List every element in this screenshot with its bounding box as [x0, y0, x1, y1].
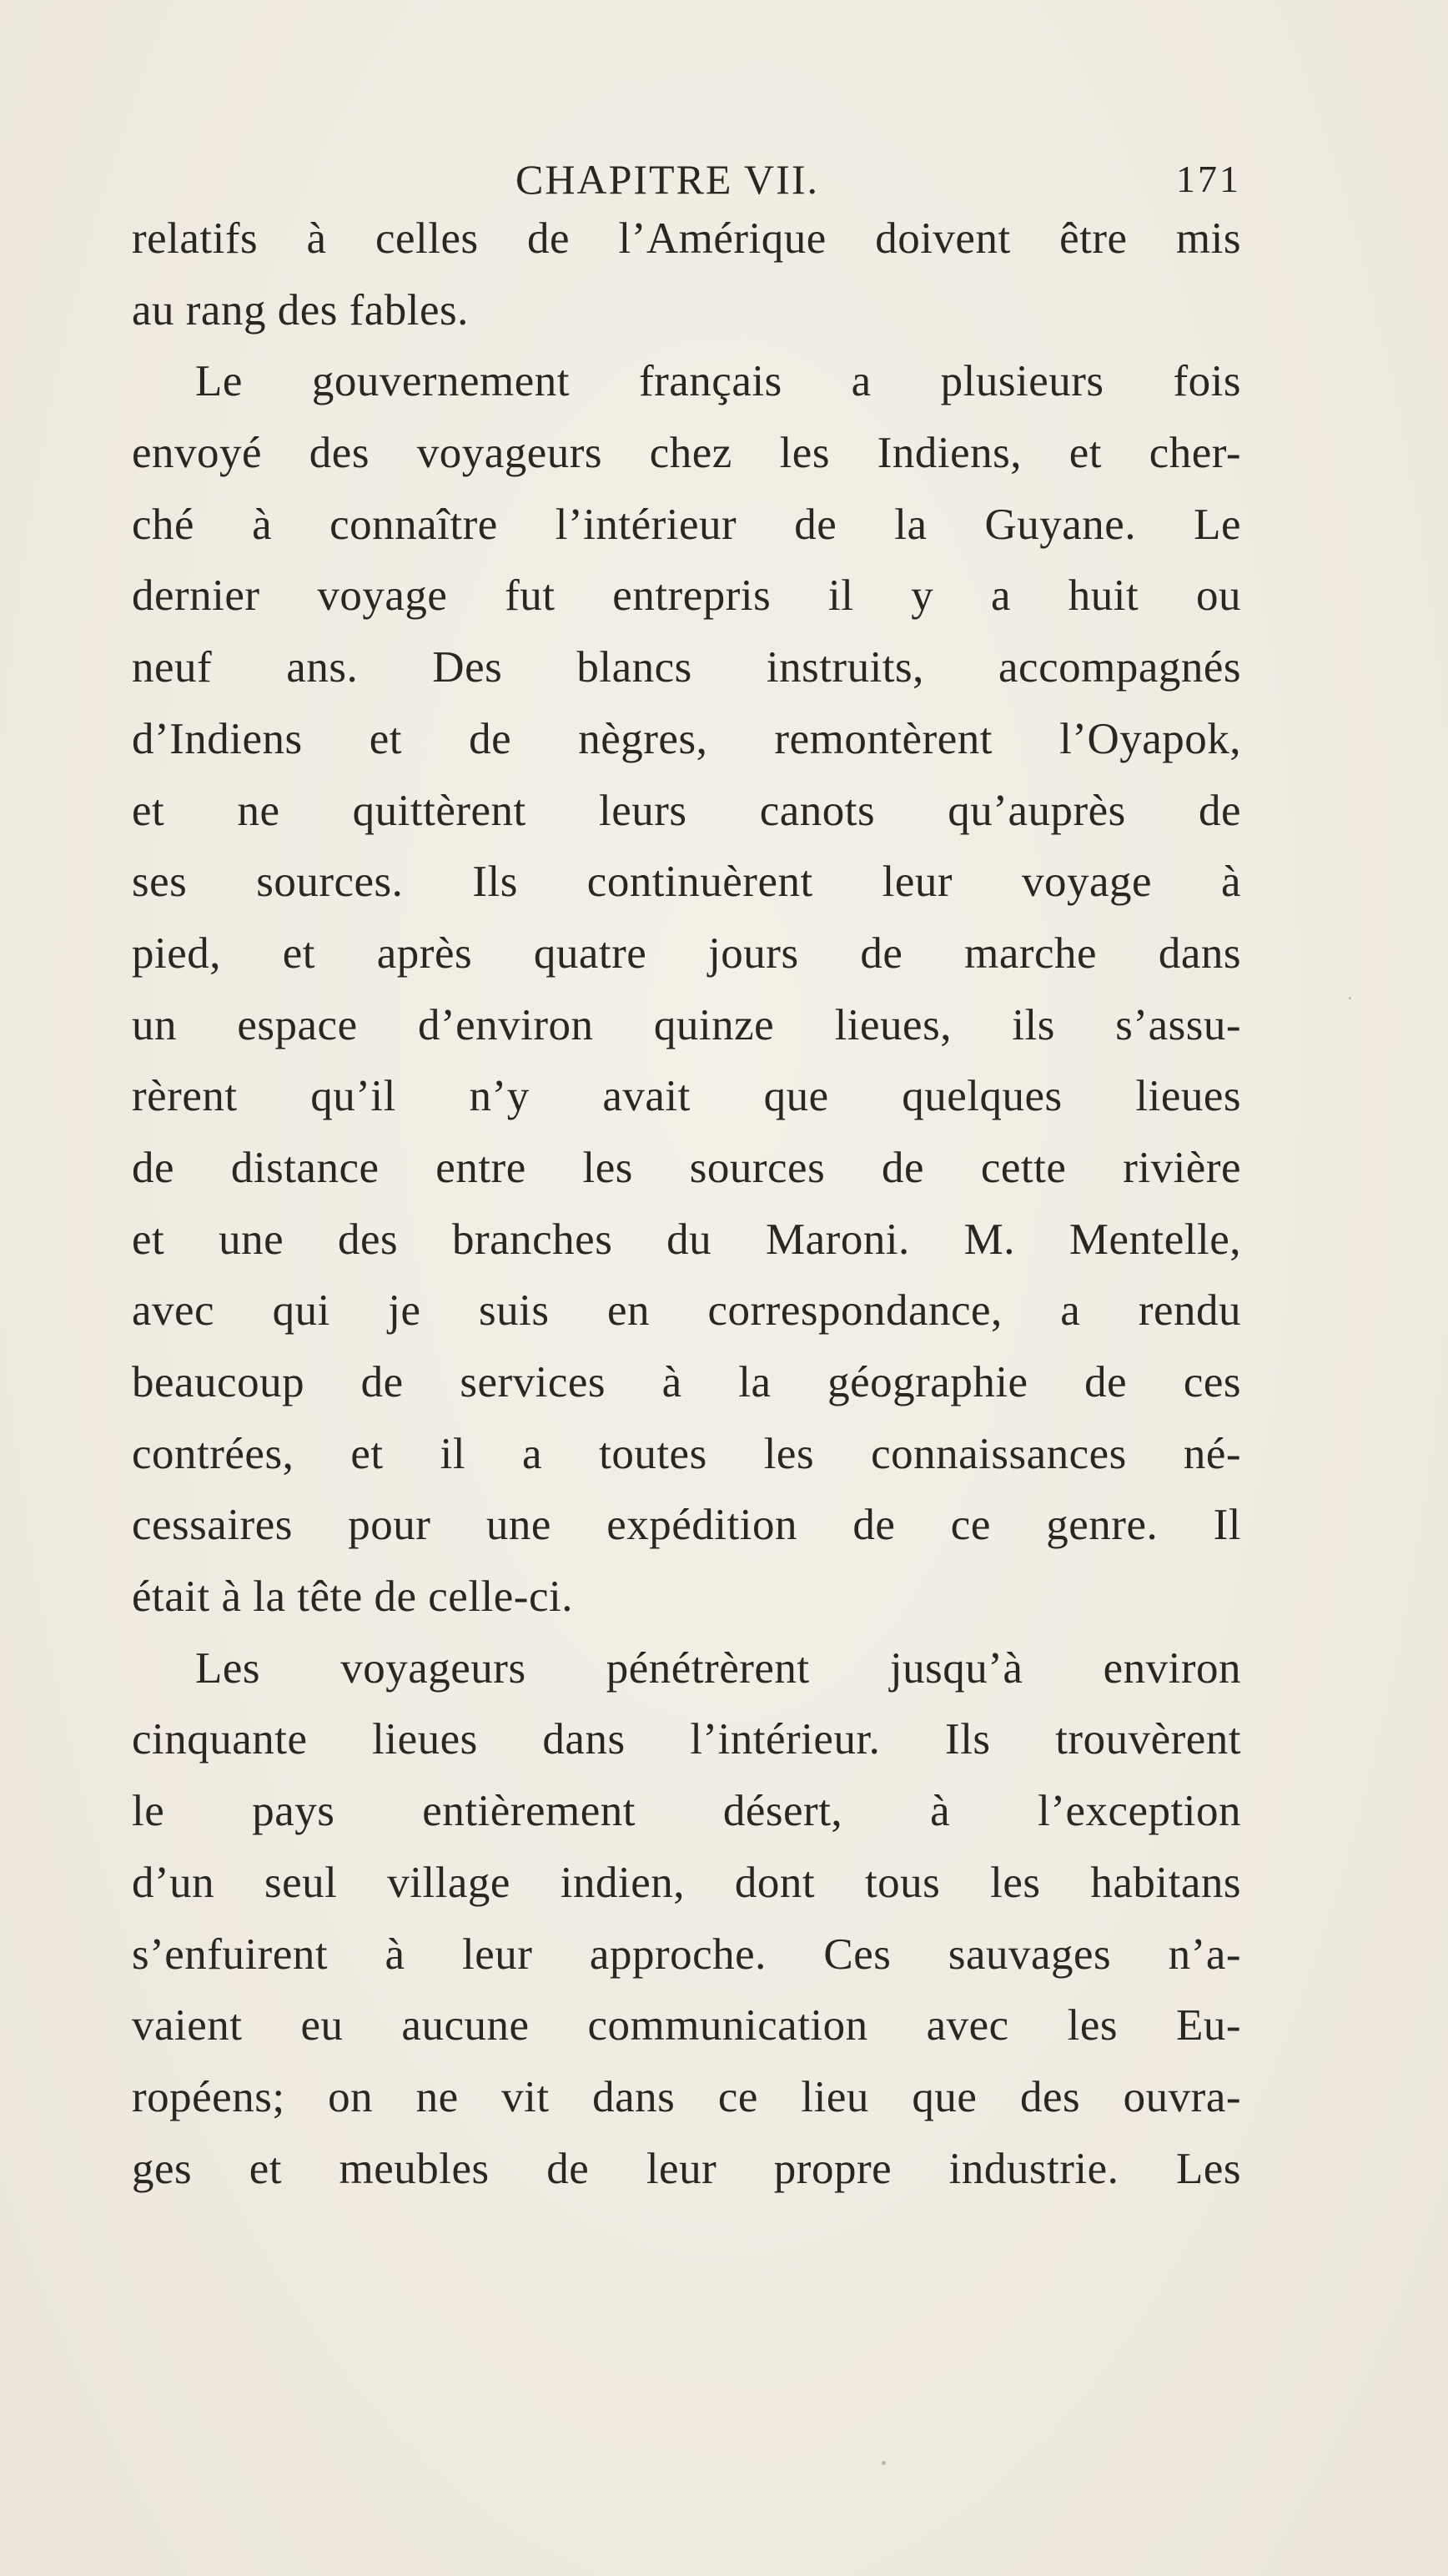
text-line: dernier voyage fut entrepris il y a huit ou	[132, 571, 1241, 621]
text-line: pied, et après quatre jours de marche dans	[132, 928, 1241, 978]
page-number: 171	[1176, 158, 1241, 200]
text-line: un espace d’environ quinze lieues, ils s’assu-	[132, 1000, 1241, 1049]
chapter-title: CHAPITRE VII.	[515, 156, 819, 203]
text-line: d’Indiens et de nègres, remontèrent l’Oyapok,	[132, 714, 1241, 763]
body-text	[132, 204, 1241, 2205]
paper-speck	[882, 2461, 886, 2465]
text-line: vaient eu aucune communication avec les Eu-	[132, 2001, 1241, 2050]
text-line: ges et meubles de leur propre industrie. Les	[132, 2144, 1241, 2193]
text-line: s’enfuirent à leur approche. Ces sauvages n’a-	[132, 1929, 1241, 1979]
text-line: le pays entièrement désert, à l’exception	[132, 1787, 1241, 1836]
running-head	[132, 150, 1241, 209]
text-line: au rang des fables.	[132, 285, 469, 335]
text-line: et ne quittèrent leurs canots qu’auprès de	[132, 786, 1241, 835]
text-line: relatifs à celles de l’Amérique doivent être mis	[132, 214, 1241, 263]
text-line: et une des branches du Maroni. M. Mentelle,	[132, 1215, 1241, 1264]
text-line: cinquante lieues dans l’intérieur. Ils trouvèrent	[132, 1715, 1241, 1764]
text-line: cessaires pour une expédition de ce genre. Il	[132, 1501, 1241, 1550]
paper-speck	[1349, 997, 1351, 999]
text-line: Les voyageurs pénétrèrent jusqu’à environ	[195, 1643, 1241, 1693]
text-line: d’un seul village indien, dont tous les habitans	[132, 1858, 1241, 1907]
text-line: ropéens; on ne vit dans ce lieu que des ouvra-	[132, 2072, 1241, 2121]
text-line: rèrent qu’il n’y avait que quelques lieues	[132, 1072, 1241, 1121]
text-line: contrées, et il a toutes les connaissances né-	[132, 1429, 1241, 1478]
text-line: avec qui je suis en correspondance, a rendu	[132, 1286, 1241, 1336]
text-line: beaucoup de services à la géographie de ces	[132, 1358, 1241, 1406]
text-line: envoyé des voyageurs chez les Indiens, et cher-	[132, 429, 1241, 478]
text-line: ses sources. Ils continuèrent leur voyage à	[132, 858, 1241, 907]
text-line: était à la tête de celle-ci.	[132, 1572, 573, 1622]
text-line: Le gouvernement français a plusieurs fois	[195, 357, 1241, 406]
text-line: neuf ans. Des blancs instruits, accompagnés	[132, 643, 1241, 692]
text-line: ché à connaître l’intérieur de la Guyane. Le	[132, 500, 1241, 549]
text-line: de distance entre les sources de cette rivière	[132, 1143, 1241, 1192]
